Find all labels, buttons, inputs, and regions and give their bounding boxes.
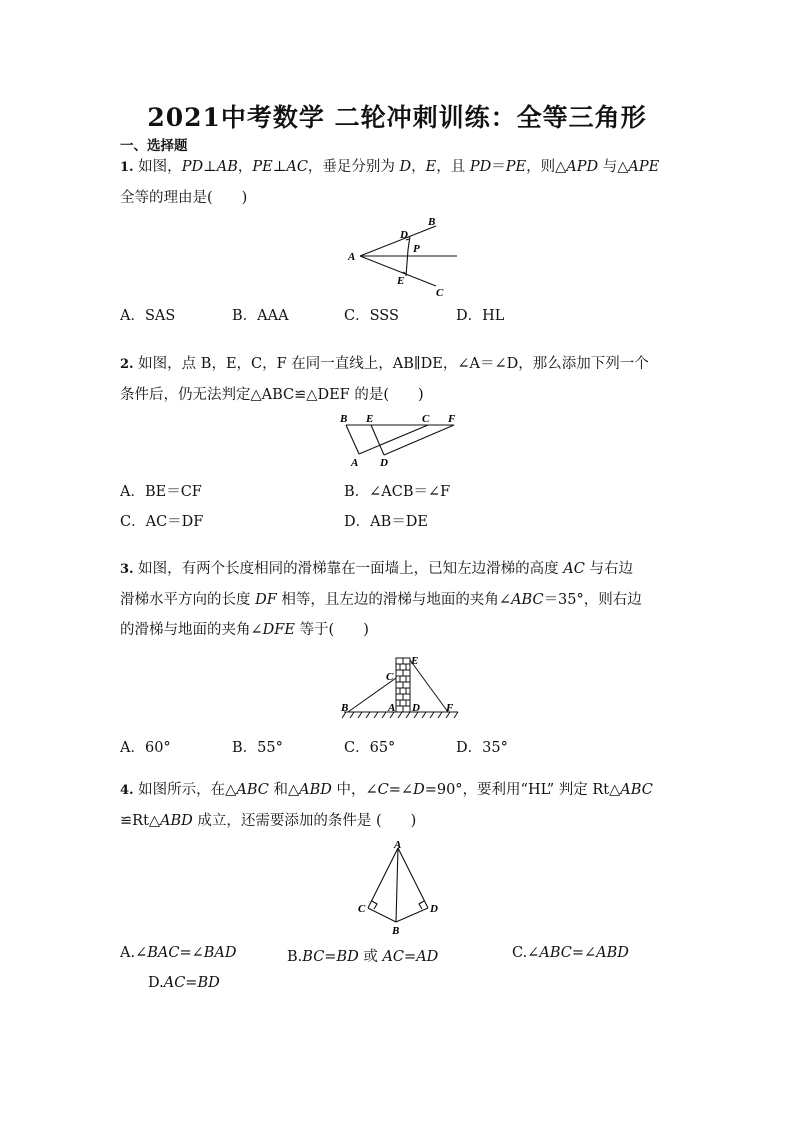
q4-option-d[interactable]: D.AC=BD [148,975,220,991]
q2-option-c[interactable]: C．AC＝DF [120,514,204,530]
question-4-line-2: ≌Rt△ABD 成立，还需要添加的条件是 ( ) [120,813,417,829]
question-number: 3. [120,562,134,577]
point-d-label: D [412,702,420,714]
point-e-label: E [397,275,405,287]
q4-option-c[interactable]: C.∠ABC=∠ABD [512,945,629,961]
point-f-label: F [446,702,454,714]
q1-option-c[interactable]: C．SSS [344,308,399,324]
point-b-label: B [340,413,348,425]
point-c-label: C [358,903,366,915]
q1-option-a[interactable]: A．SAS [120,308,176,324]
q4-option-b[interactable]: B.BC=BD 或 AC=AD [287,949,439,965]
question-3 [120,554,680,645]
question-2-line-1: 2. 如图，点 B，E，C，F 在同一直线上，AB∥DE，∠A＝∠D，那么添加下列一个 [120,356,649,372]
question-number: 4. [120,783,134,798]
point-b-label: B [392,925,400,937]
point-a-label: A [348,251,356,263]
point-a-label: A [351,457,359,469]
point-f-label: F [448,413,456,425]
question-4 [120,775,680,836]
question-1-line-1: 1. 如图，PD⊥AB，PE⊥AC，垂足分别为 D，E，且 PD＝PE，则△APD 与△APE [120,159,660,175]
page-title: 2021中考数学 二轮冲刺训练：全等三角形 [147,103,647,132]
q4-option-a[interactable]: A.∠BAC=∠BAD [120,945,237,961]
point-e-label: E [366,413,374,425]
point-c-label: C [436,287,444,298]
q3-option-a[interactable]: A．60° [120,740,171,756]
section-heading: 一、选择题 [120,138,188,154]
point-d-label: D [400,229,408,241]
point-e-label: E [411,655,419,667]
point-a-label: A [388,702,396,714]
figure-q1 [340,212,470,298]
question-2-line-2: 条件后，仍无法判定△ABC≌△DEF 的是( ) [120,387,424,403]
point-c-label: C [422,413,430,425]
q1-option-b[interactable]: B．AAA [232,308,289,324]
question-3-line-2: 滑梯水平方向的长度 DF 相等，且左边的滑梯与地面的夹角∠ABC＝35°，则右边 [120,592,642,608]
q3-option-b[interactable]: B．55° [232,740,283,756]
point-c-label: C [386,671,394,683]
q3-option-c[interactable]: C．65° [344,740,396,756]
point-d-label: D [430,903,438,915]
q2-option-d[interactable]: D．AB＝DE [344,514,428,530]
question-number: 2. [120,357,134,372]
point-d-label: D [380,457,388,469]
figure-q2 [336,410,466,472]
figure-q4 [348,838,448,938]
question-2 [120,349,680,410]
q1-option-d[interactable]: D．HL [456,308,505,324]
question-3-line-1: 3. 如图，有两个长度相同的滑梯靠在一面墙上，已知左边滑梯的高度 AC 与右边 [120,561,633,577]
point-b-label: B [341,702,349,714]
q2-option-a[interactable]: A．BE＝CF [120,484,202,500]
figure-q3 [336,652,466,724]
question-4-line-1: 4. 如图所示，在△ABC 和△ABD 中，∠C=∠D=90°，要利用“HL” 判定 Rt△ABC [120,782,653,798]
question-1-line-2: 全等的理由是( ) [120,190,248,206]
question-number: 1. [120,160,134,175]
q2-option-b[interactable]: B．∠ACB＝∠F [344,484,451,500]
question-3-line-3: 的滑梯与地面的夹角∠DFE 等于( ) [120,622,369,638]
point-p-label: P [413,243,420,255]
point-a-label: A [394,839,402,851]
question-1 [120,152,680,213]
q3-option-d[interactable]: D．35° [456,740,508,756]
point-b-label: B [428,216,436,228]
